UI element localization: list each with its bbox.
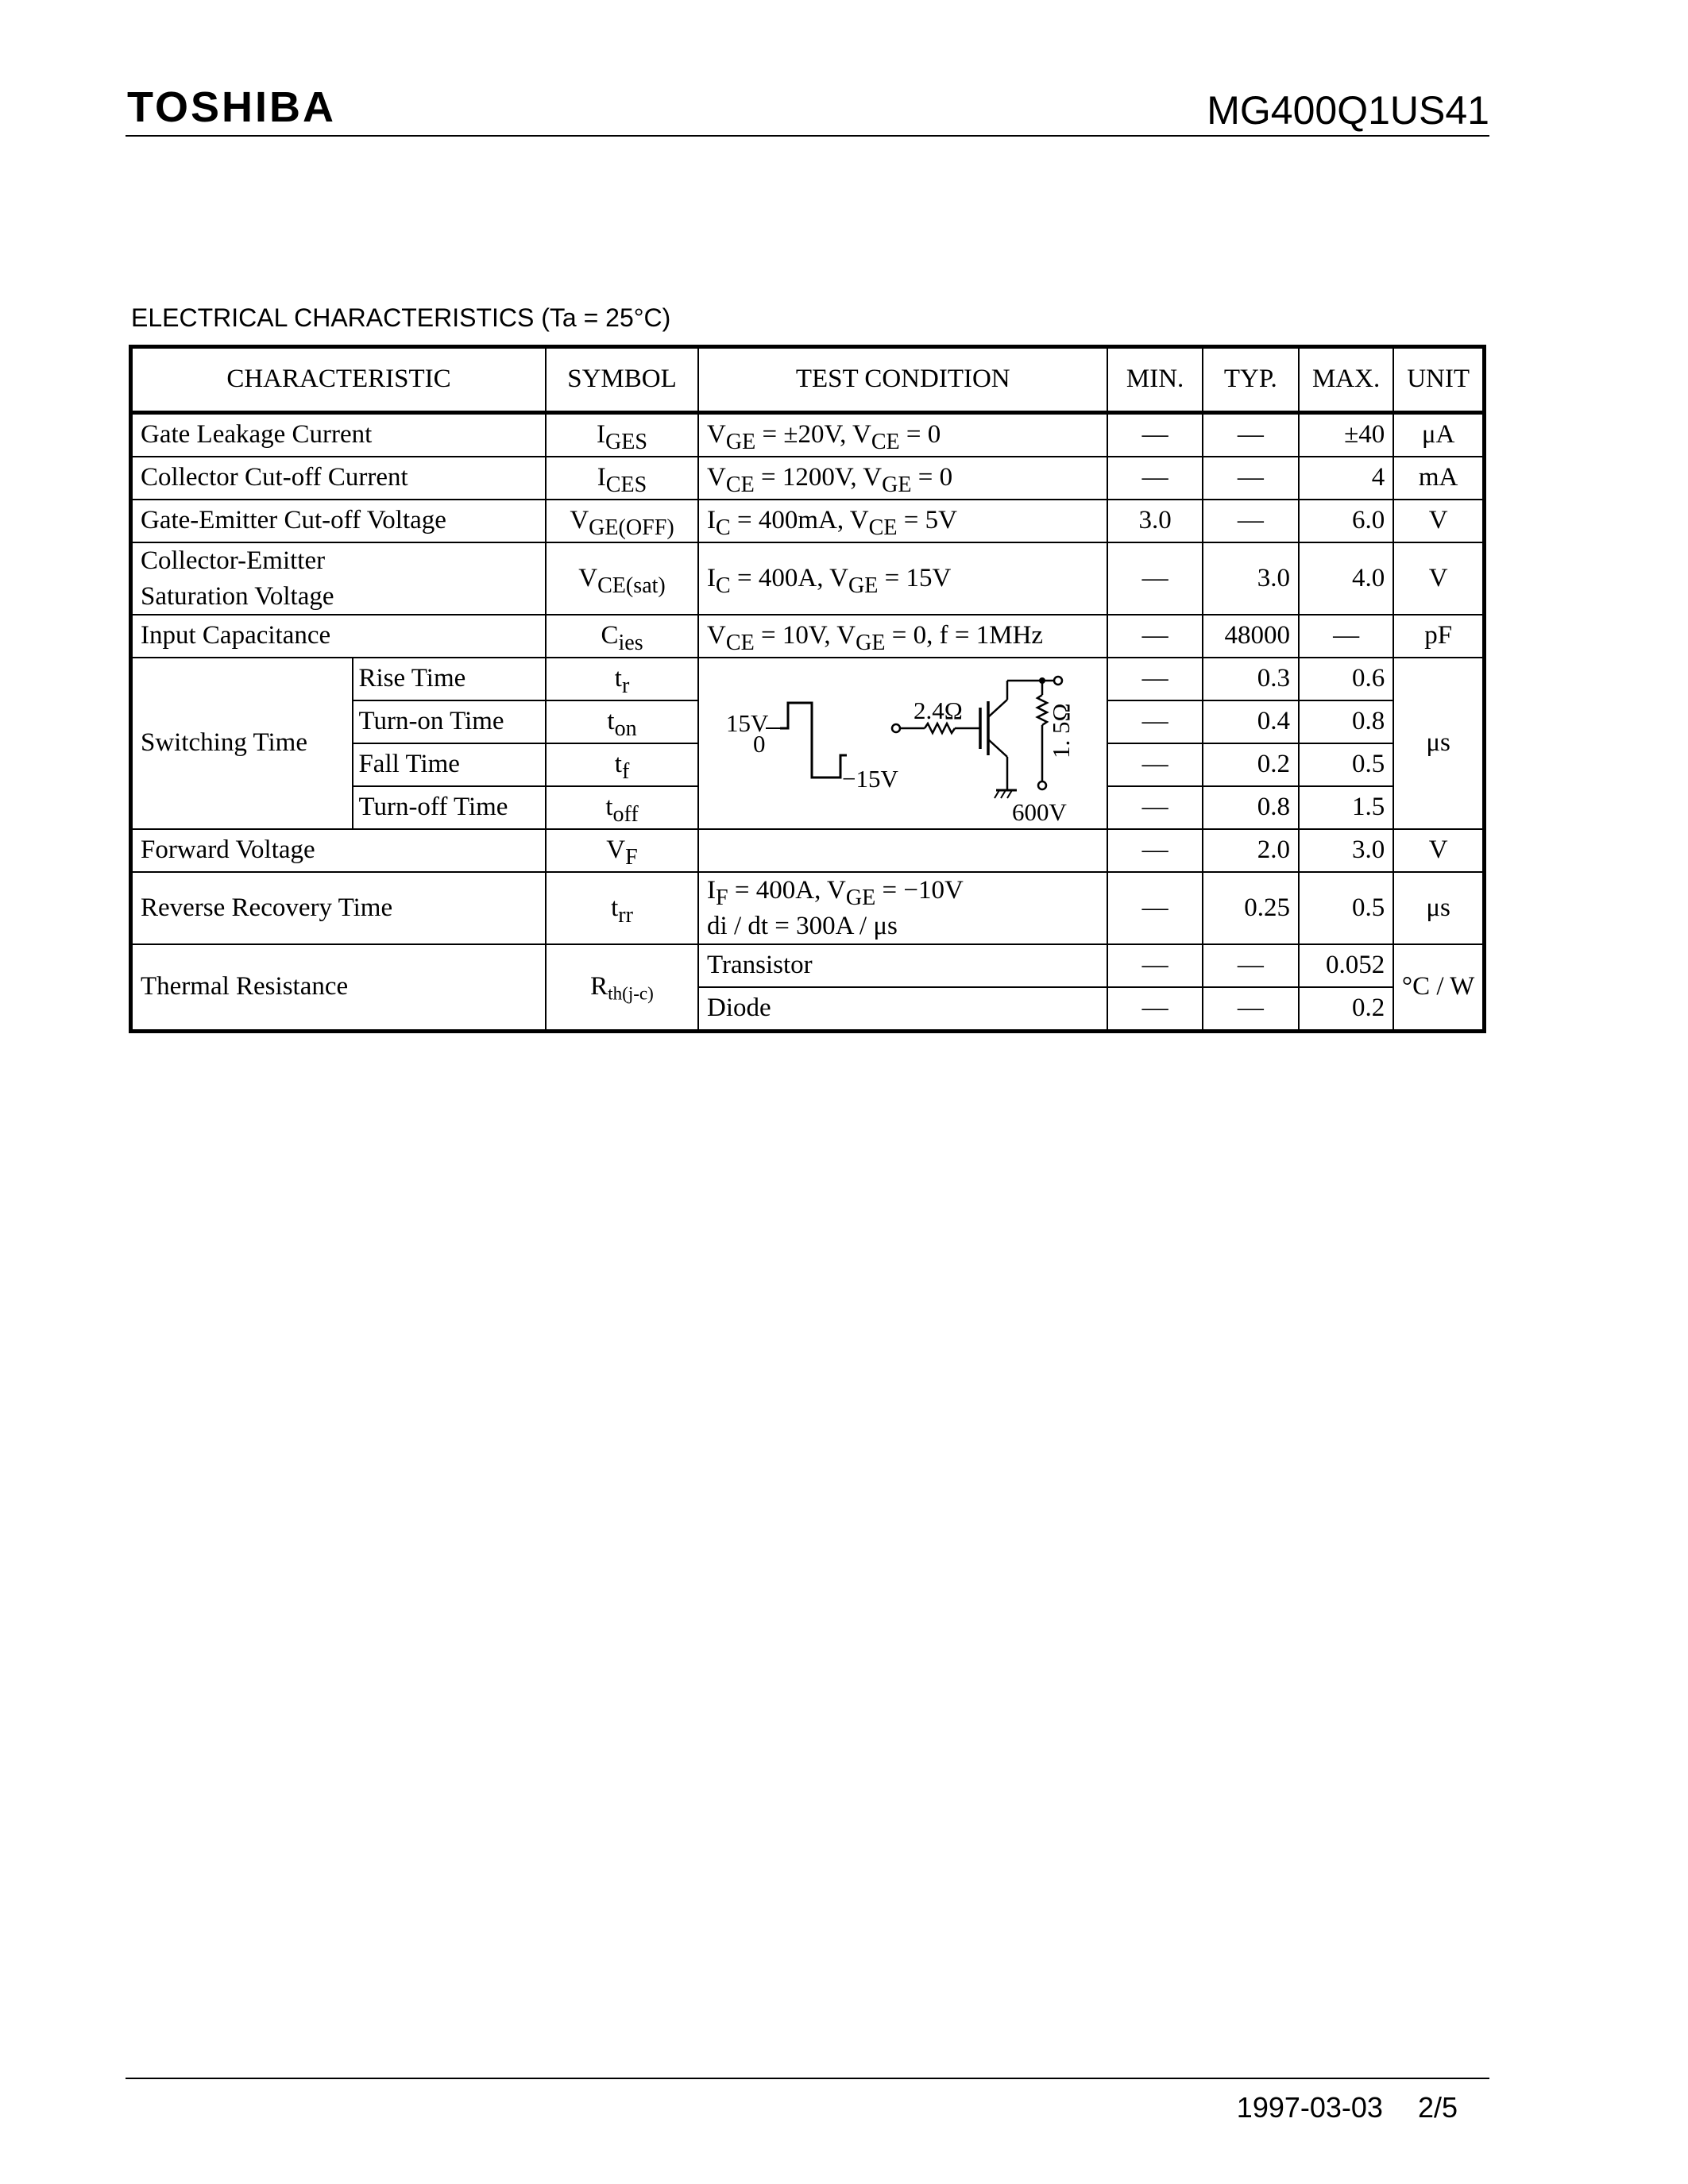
min-cell: —	[1107, 829, 1202, 872]
typ-cell: 2.0	[1203, 829, 1299, 872]
typ-cell: 0.25	[1203, 872, 1299, 944]
sub-characteristic-cell: Turn-off Time	[353, 786, 546, 829]
min-cell: —	[1107, 658, 1202, 700]
electrical-characteristics-table	[129, 345, 1486, 1033]
sub-characteristic-cell: Fall Time	[353, 743, 546, 786]
symbol-cell: $t_{off}$	[546, 786, 698, 829]
symbol-cell: $I_{CES}$	[546, 457, 698, 500]
test-condition-cell: $V_{CE} = 10V$, $V_{GE} = 0$, f = 1MHz	[698, 615, 1107, 658]
max-cell: 0.052	[1299, 944, 1393, 987]
typ-cell: 0.8	[1203, 786, 1299, 829]
max-cell: 3.0	[1299, 829, 1393, 872]
min-cell: —	[1107, 700, 1202, 743]
symbol-cell: $t_f$	[546, 743, 698, 786]
characteristic-cell: Collector-Emitter Saturation Voltage	[131, 542, 547, 615]
max-cell: 4	[1299, 457, 1393, 500]
footer	[1237, 2093, 1458, 2122]
max-cell: 6.0	[1299, 500, 1393, 542]
max-cell: 4.0	[1299, 542, 1393, 615]
max-cell: 0.5	[1299, 872, 1393, 944]
header-max: MAX.	[1299, 347, 1393, 413]
header-test-condition: TEST CONDITION	[698, 347, 1107, 413]
characteristic-cell: Gate-Emitter Cut-off Voltage	[131, 500, 547, 542]
footer-rule	[126, 2078, 1489, 2079]
max-cell: 0.5	[1299, 743, 1393, 786]
test-condition-cell	[698, 829, 1107, 872]
typ-cell: 3.0	[1203, 542, 1299, 615]
load-resistor-symbol	[1037, 695, 1047, 725]
symbol-cell: $I_{GES}$	[546, 413, 698, 457]
max-cell: 1.5	[1299, 786, 1393, 829]
table-row	[131, 829, 1485, 872]
unit-cell: μs	[1393, 658, 1484, 829]
unit-cell: V	[1393, 542, 1484, 615]
max-cell: 0.8	[1299, 700, 1393, 743]
characteristic-cell: Collector Cut-off Current	[131, 457, 547, 500]
table-row	[131, 658, 1485, 700]
test-condition-cell: $V_{CE} = 1200V$, $V_{GE} = 0$	[698, 457, 1107, 500]
header-rule	[126, 135, 1489, 137]
typ-cell: 0.2	[1203, 743, 1299, 786]
gate-pulse-waveform	[780, 703, 847, 778]
test-condition-cell: Transistor	[698, 944, 1107, 987]
typ-cell: —	[1203, 987, 1299, 1032]
header-symbol: SYMBOL	[546, 347, 698, 413]
min-cell: —	[1107, 987, 1202, 1032]
gate-input-terminal	[892, 724, 900, 732]
test-condition-cell: $I_C = 400A$, $V_{GE} = 15V$	[698, 542, 1107, 615]
table-row	[131, 500, 1485, 542]
page-number: 2/5	[1417, 2091, 1458, 2124]
characteristic-cell: Forward Voltage	[131, 829, 547, 872]
max-cell: 0.2	[1299, 987, 1393, 1032]
symbol-cell: $t_{rr}$	[546, 872, 698, 944]
min-cell: 3.0	[1107, 500, 1202, 542]
gate-resistor-symbol	[925, 723, 955, 733]
characteristic-cell: Gate Leakage Current	[131, 413, 547, 457]
part-number: MG400Q1US41	[1207, 88, 1489, 133]
min-cell: —	[1107, 413, 1202, 457]
typ-cell: 0.4	[1203, 700, 1299, 743]
header-min: MIN.	[1107, 347, 1202, 413]
characteristic-cell: Thermal Resistance	[131, 944, 547, 1032]
min-cell: —	[1107, 542, 1202, 615]
typ-cell: 48000	[1203, 615, 1299, 658]
unit-cell: V	[1393, 829, 1484, 872]
header-characteristic: CHARACTERISTIC	[131, 347, 547, 413]
header-unit: UNIT	[1393, 347, 1484, 413]
table-row	[131, 615, 1485, 658]
sub-characteristic-cell: Rise Time	[353, 658, 546, 700]
switching-test-circuit-diagram	[699, 658, 1104, 829]
revision-date: 1997-03-03	[1236, 2091, 1383, 2124]
min-cell: —	[1107, 944, 1202, 987]
symbol-cell: $R_{th(j-c)}$	[546, 944, 698, 1032]
characteristic-cell: Reverse Recovery Time	[131, 872, 547, 944]
unit-cell: °C / W	[1393, 944, 1484, 1032]
test-condition-cell: $I_C = 400mA$, $V_{CE} = 5V$	[698, 500, 1107, 542]
supply-terminal-bottom	[1038, 781, 1046, 789]
pulse-high-label: 15V	[726, 709, 769, 738]
typ-cell: —	[1203, 457, 1299, 500]
switching-time-group-label: Switching Time	[131, 658, 353, 829]
unit-cell: pF	[1393, 615, 1484, 658]
supply-voltage-label: 600V	[1012, 798, 1067, 827]
max-cell: 0.6	[1299, 658, 1393, 700]
symbol-cell: $t_{on}$	[546, 700, 698, 743]
max-cell: ±40	[1299, 413, 1393, 457]
symbol-cell: $V_{CE(sat)}$	[546, 542, 698, 615]
symbol-cell: $V_F$	[546, 829, 698, 872]
min-cell: —	[1107, 615, 1202, 658]
symbol-cell: $t_r$	[546, 658, 698, 700]
section-title: ELECTRICAL CHARACTERISTICS (Ta = 25°C)	[131, 303, 671, 332]
min-cell: —	[1107, 457, 1202, 500]
typ-cell: —	[1203, 944, 1299, 987]
table-row	[131, 542, 1485, 615]
supply-terminal-top	[1054, 677, 1062, 685]
min-cell: —	[1107, 786, 1202, 829]
min-cell: —	[1107, 743, 1202, 786]
typ-cell: —	[1203, 413, 1299, 457]
symbol-cell: $V_{GE(OFF)}$	[546, 500, 698, 542]
table-row	[131, 872, 1485, 944]
junction-dot	[1039, 677, 1045, 684]
load-resistor-value: 1. 5Ω	[1047, 703, 1076, 759]
typ-cell: —	[1203, 500, 1299, 542]
test-condition-cell: $I_F = 400A$, $V_{GE} = -10V$ di / dt = 300A / μs	[698, 872, 1107, 944]
pulse-low-label: −15V	[842, 765, 898, 793]
test-condition-cell: $V_{GE} = \pm 20V$, $V_{CE} = 0$	[698, 413, 1107, 457]
header-typ: TYP.	[1203, 347, 1299, 413]
test-condition-cell: Diode	[698, 987, 1107, 1032]
gate-resistor-value: 2.4Ω	[914, 696, 963, 725]
characteristic-cell: Input Capacitance	[131, 615, 547, 658]
unit-cell: V	[1393, 500, 1484, 542]
toshiba-logo: TOSHIBA	[127, 83, 337, 131]
igbt-collector-lead	[988, 700, 1007, 717]
unit-cell: μs	[1393, 872, 1484, 944]
typ-cell: 0.3	[1203, 658, 1299, 700]
table-row	[131, 457, 1485, 500]
sub-characteristic-cell: Turn-on Time	[353, 700, 546, 743]
table-header-row	[131, 347, 1485, 413]
igbt-emitter-lead	[988, 739, 1007, 757]
max-cell: —	[1299, 615, 1393, 658]
switching-test-circuit	[698, 658, 1107, 829]
min-cell: —	[1107, 872, 1202, 944]
unit-cell: μA	[1393, 413, 1484, 457]
symbol-cell: $C_{ies}$	[546, 615, 698, 658]
table-row	[131, 944, 1485, 987]
pulse-zero-label: 0	[753, 730, 766, 758]
unit-cell: mA	[1393, 457, 1484, 500]
table-row	[131, 413, 1485, 457]
